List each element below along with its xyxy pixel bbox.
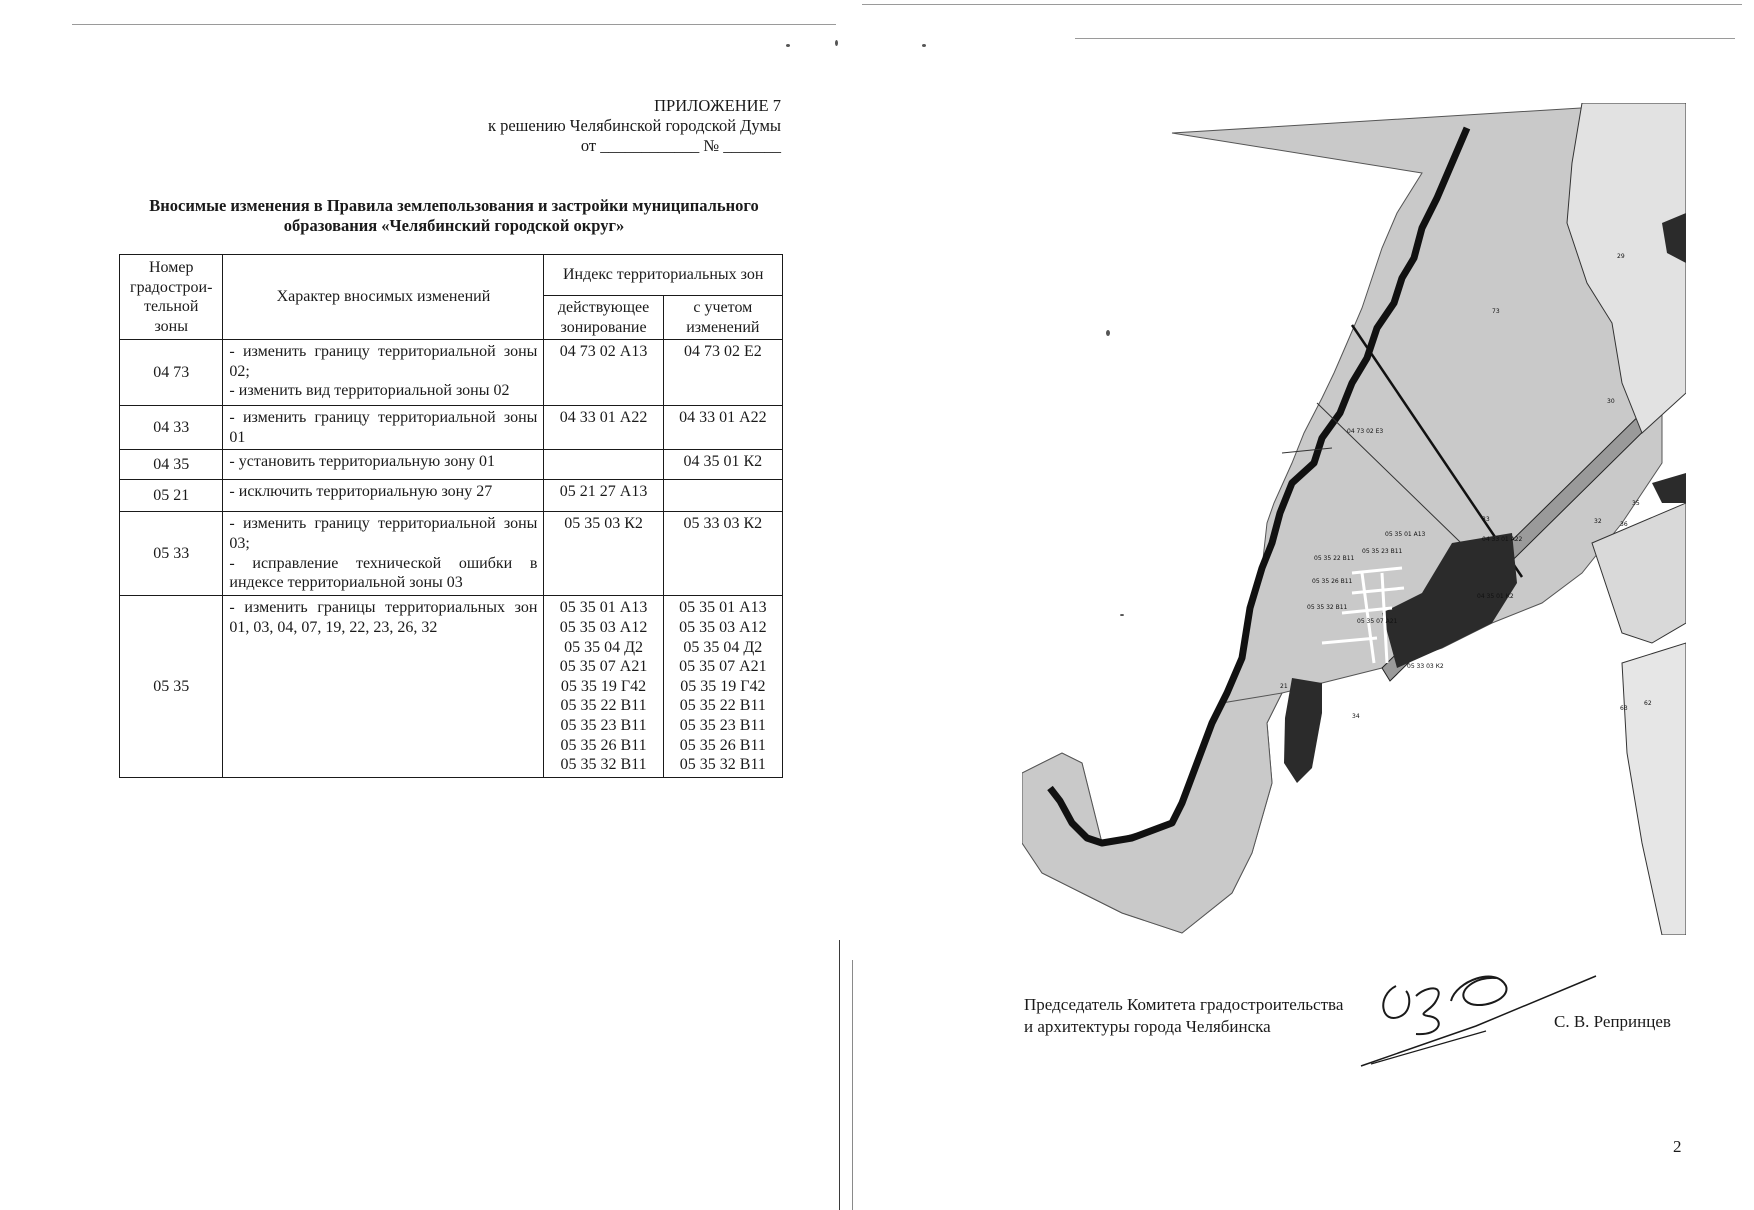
updated-index-cell	[663, 512, 782, 596]
table-header-row	[120, 255, 783, 296]
zoning-map	[1022, 103, 1686, 935]
zone-index-value: 05 35 19 Г42	[560, 677, 647, 695]
table-row	[120, 450, 783, 480]
zone-number-cell: 05 35	[120, 596, 223, 777]
current-index-cell	[544, 480, 663, 512]
zone-index-value: 05 35 03 А12	[559, 618, 648, 636]
zone-index-value: 04 73 02 А13	[559, 343, 648, 361]
scan-edge-line	[862, 4, 1742, 5]
zone-index-value: 04 33 01 А22	[679, 409, 767, 427]
scan-edge-line	[1075, 38, 1735, 39]
zone-number-cell: 05 33	[120, 512, 223, 596]
current-index-cell	[544, 406, 663, 450]
change-description-line: - изменить границу территориальной зоны 02;	[229, 343, 538, 380]
page-fold-line	[839, 940, 840, 1210]
zone-index-value: 05 35 23 В11	[560, 716, 647, 734]
header-change-kind: Характер вносимых изменений	[223, 255, 544, 340]
zone-index-value: 05 35 01 А13	[559, 599, 648, 617]
table-row	[120, 406, 783, 450]
zone-index-value: 05 35 03 К2	[564, 515, 643, 533]
table-row	[120, 340, 783, 406]
document-title	[120, 196, 788, 236]
page-fold-line	[852, 960, 853, 1210]
map-zone-label: 29	[1617, 253, 1625, 260]
scan-speck	[835, 40, 838, 46]
change-description-cell	[223, 512, 544, 596]
map-zone-label: 34	[1352, 713, 1360, 720]
map-zone-area	[1022, 103, 1662, 933]
change-description-line: - изменить границу территориальной зоны 03;	[229, 515, 538, 552]
change-description-line: - изменить границы территориальных зон 01, 03, 04, 07, 19, 22, 23, 26, 32	[229, 599, 538, 636]
chairman-name: С. В. Репринцев	[1554, 1012, 1671, 1031]
map-zone-label: 05 35 32 В11	[1307, 604, 1348, 611]
map-zone-label: 62	[1644, 700, 1652, 707]
map-zone-label: 30	[1607, 398, 1615, 405]
annex-header	[488, 96, 781, 156]
map-zone-label: 21	[1280, 683, 1288, 690]
zone-index-value: 05 35 26 В11	[679, 736, 766, 754]
zone-number-cell: 05 21	[120, 480, 223, 512]
page-number: 2	[1673, 1137, 1682, 1156]
change-description-cell	[223, 340, 544, 406]
zone-number-cell: 04 35	[120, 450, 223, 480]
header-updated: с учетом изменений	[663, 296, 782, 340]
chairman-title	[1024, 994, 1343, 1038]
map-zone-label: 04 73 02 Е3	[1347, 428, 1384, 435]
zone-index-value: 05 35 26 В11	[560, 736, 647, 754]
updated-index-cell	[663, 340, 782, 406]
map-zone-label: 05 35 22 В11	[1314, 555, 1355, 562]
annex-label: ПРИЛОЖЕНИЕ 7	[654, 96, 781, 115]
zone-index-value: 05 35 32 В11	[560, 756, 647, 774]
change-description-line: - изменить вид территориальной зоны 02	[229, 382, 510, 400]
change-description-line: - исключить территориальную зону 27	[229, 483, 493, 501]
current-index-cell	[544, 512, 663, 596]
map-zone-label: 05 35 01 А13	[1385, 531, 1426, 538]
map-zone-label: 36	[1620, 521, 1628, 528]
map-zone-label: 05 35 23 В11	[1362, 548, 1403, 555]
change-description-line: - изменить границу территориальной зоны 01	[229, 409, 538, 446]
zone-index-value: 04 35 01 К2	[683, 453, 763, 471]
change-description-cell	[223, 406, 544, 450]
map-zone-label: 32	[1594, 518, 1602, 525]
zone-index-value: 05 35 07 А21	[679, 658, 767, 676]
map-urban-area	[1622, 643, 1686, 935]
zone-number-cell: 04 33	[120, 406, 223, 450]
zone-index-value: 05 35 03 А12	[679, 618, 767, 636]
zone-index-value: 05 35 07 А21	[559, 658, 648, 676]
map-dark-zone	[1652, 473, 1686, 503]
header-index-group: Индекс территориальных зон	[544, 255, 783, 296]
zone-changes-table	[119, 254, 783, 778]
current-index-cell	[544, 450, 663, 480]
map-zone-label: 73	[1492, 308, 1500, 315]
map-zone-area	[1022, 693, 1282, 933]
map-zone-label: 33	[1482, 516, 1490, 523]
chairman-title-line: и архитектуры города Челябинска	[1024, 1017, 1271, 1036]
zone-index-value: 05 35 04 Д2	[683, 638, 763, 656]
change-description-line: - исправление технической ошибки в индексе территориальной зоны 03	[229, 554, 538, 592]
map-zone-label: 04 35 01 К2	[1477, 593, 1514, 600]
document-title-line: Вносимые изменения в Правила землепользования и застройки муниципального	[149, 196, 759, 215]
zone-index-value: 05 21 27 А13	[559, 483, 648, 501]
map-zone-label: 05 35 07 А21	[1357, 618, 1398, 625]
map-zone-label: 35	[1632, 500, 1640, 507]
zone-index-value: 05 35 22 В11	[560, 697, 647, 715]
document-title-line: образования «Челябинский городской округ»	[283, 216, 625, 235]
change-description-cell	[223, 450, 544, 480]
scan-edge-line	[72, 24, 836, 25]
map-zone-label: 63	[1620, 705, 1628, 712]
updated-index-cell	[663, 406, 782, 450]
zone-number-cell: 04 73	[120, 340, 223, 406]
updated-index-cell	[663, 596, 782, 777]
zone-index-value: 05 35 32 В11	[679, 756, 766, 774]
current-index-cell	[544, 340, 663, 406]
table-body	[120, 340, 783, 778]
table-row	[120, 596, 783, 777]
zone-index-value: 04 33 01 А22	[559, 409, 648, 427]
annex-decision-ref: к решению Челябинской городской Думы	[487, 116, 781, 135]
header-current: действующее зонирование	[544, 296, 663, 340]
map-zone-label: 05 35 26 В11	[1312, 578, 1353, 585]
zone-index-value: 05 35 23 В11	[679, 716, 766, 734]
map-zone-label: 04 33 01 А22	[1482, 536, 1523, 543]
chairman-title-line: Председатель Комитета градостроительства	[1024, 995, 1344, 1014]
zone-index-value: 05 35 04 Д2	[564, 638, 643, 656]
change-description-cell	[223, 596, 544, 777]
scan-speck	[922, 44, 926, 47]
scan-speck	[786, 44, 790, 47]
map-zone-label: 05 33 03 К2	[1407, 663, 1444, 670]
change-description-cell	[223, 480, 544, 512]
zone-index-value: 05 35 01 А13	[679, 599, 767, 617]
zone-index-value: 05 35 19 Г42	[680, 677, 766, 695]
map-dark-zone	[1284, 678, 1322, 783]
table-row	[120, 480, 783, 512]
header-zone-number: Номер градострои-тельной зоны	[120, 255, 223, 340]
annex-date-number: от ____________ № _______	[580, 136, 781, 155]
updated-index-cell	[663, 450, 782, 480]
change-description-line: - установить территориальную зону 01	[229, 453, 495, 471]
zone-index-value: 05 35 22 В11	[679, 697, 766, 715]
zone-index-value: 05 33 03 К2	[683, 515, 763, 533]
zoning-map-drawing	[1022, 103, 1686, 935]
table-row	[120, 512, 783, 596]
zone-index-value: 04 73 02 Е2	[683, 343, 762, 361]
updated-index-cell	[663, 480, 782, 512]
current-index-cell	[544, 596, 663, 777]
